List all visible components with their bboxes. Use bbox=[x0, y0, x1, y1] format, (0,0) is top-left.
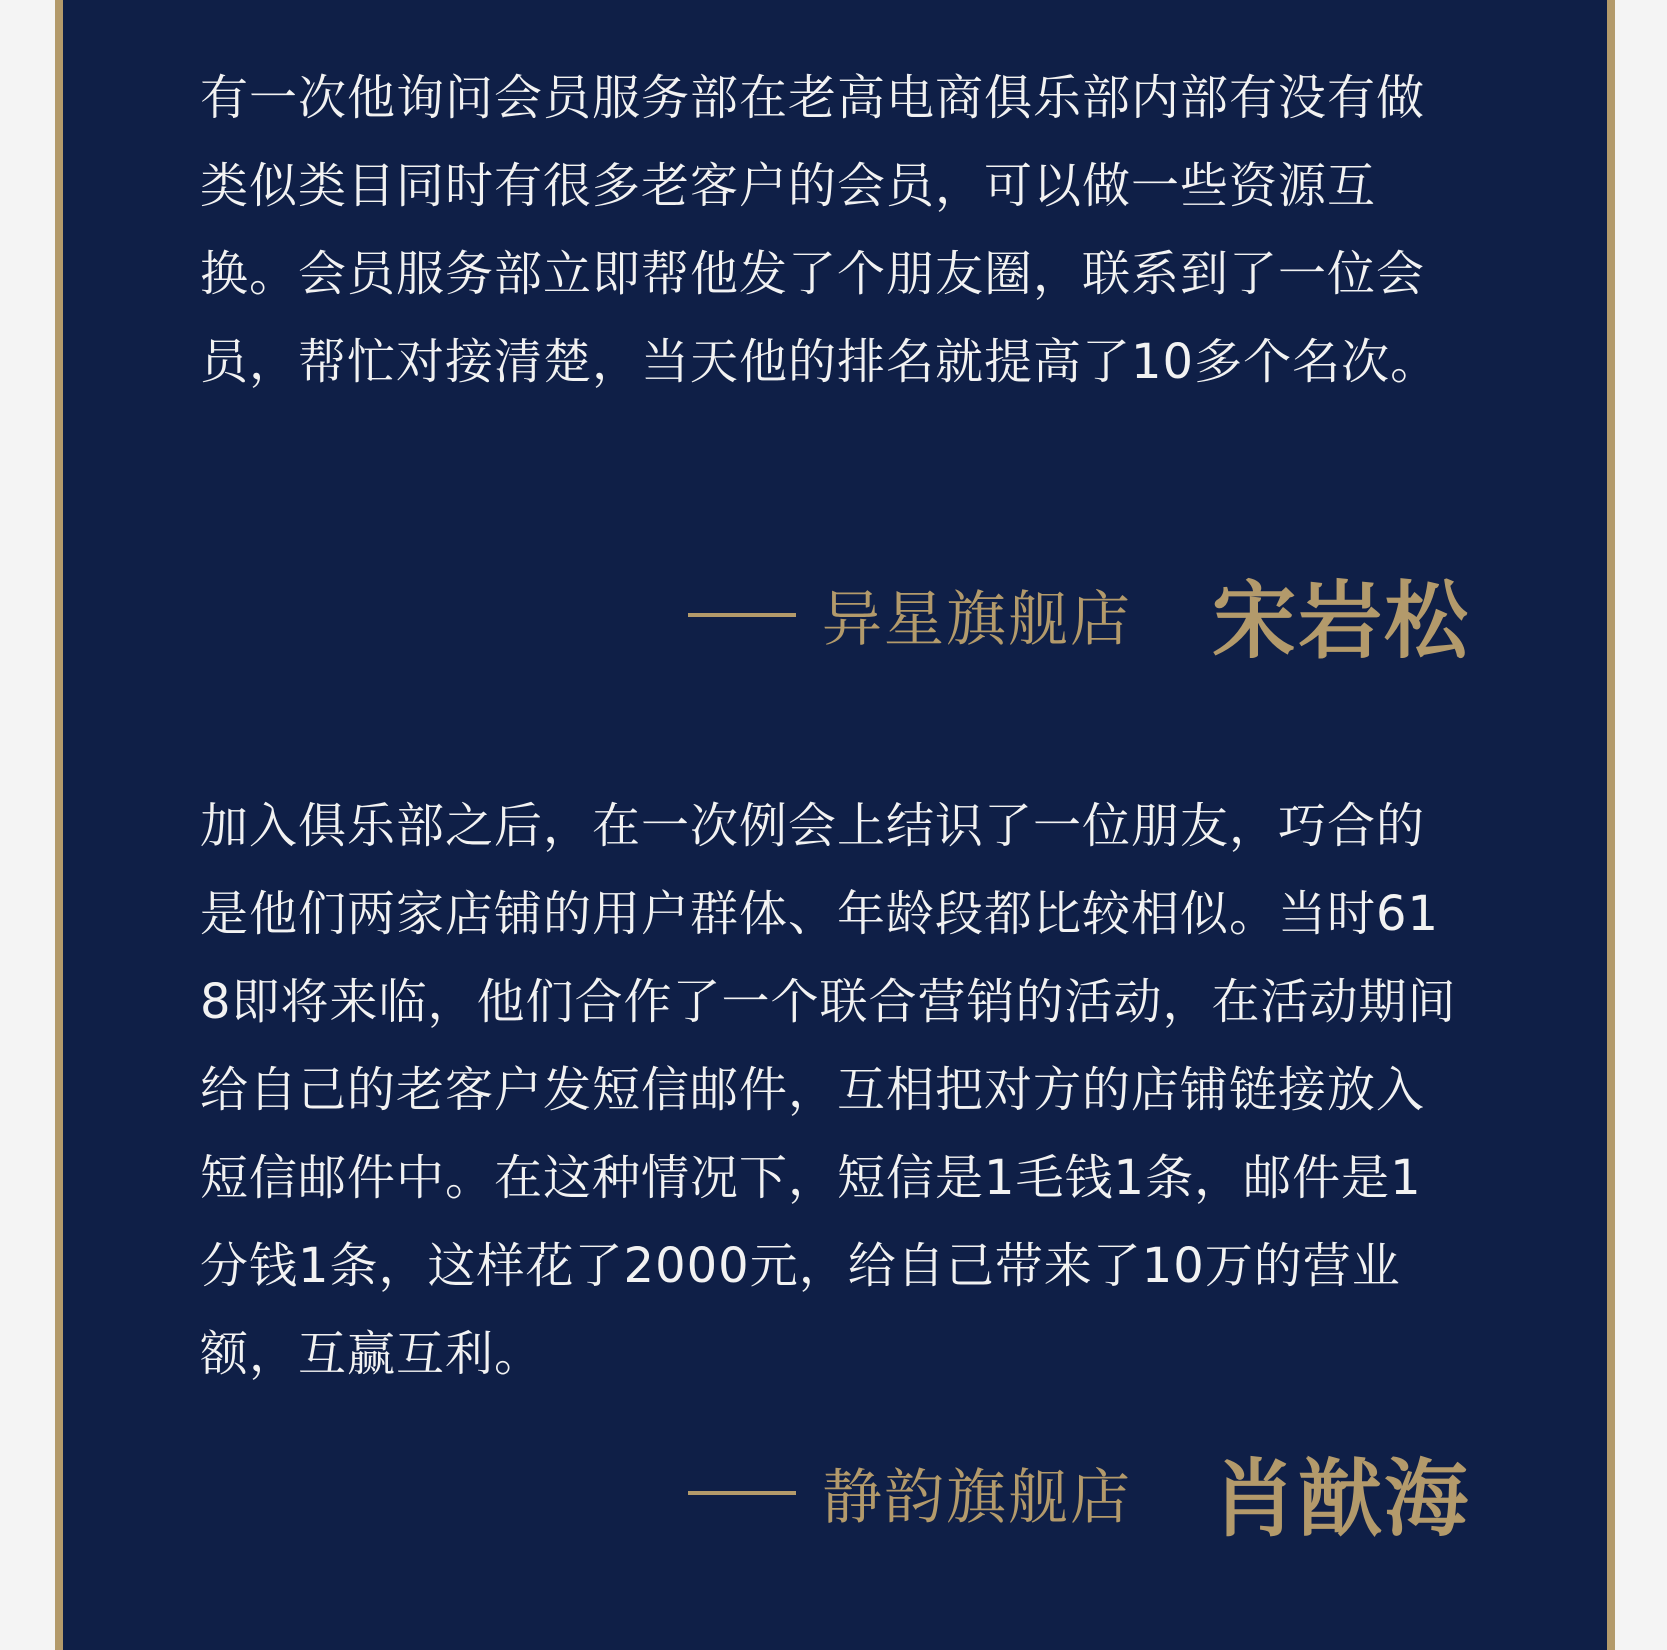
person-name: 肖猷海 bbox=[1211, 1450, 1470, 1548]
store-name: 异星旗舰店 bbox=[821, 584, 1132, 655]
attribution-dash bbox=[688, 613, 796, 617]
testimonial-attribution bbox=[688, 554, 1470, 675]
testimonial-2 bbox=[200, 782, 1470, 1548]
person-name: 宋岩松 bbox=[1211, 572, 1470, 670]
testimonial-attribution bbox=[688, 1432, 1470, 1553]
testimonial-quote: 有一次他询问会员服务部在老高电商俱乐部内部有没有做类似类目同时有很多老客户的会员，可以做一些资源互换。会员服务部立即帮他发了个朋友圈，联系到了一位会员，帮忙对接清楚，当天他的排名就提高了10多个名次。 bbox=[200, 70, 1440, 390]
testimonial-quote: 加入俱乐部之后，在一次例会上结识了一位朋友，巧合的是他们两家店铺的用户群体、年龄段都比较相似。当时618即将来临，他们合作了一个联合营销的活动，在活动期间给自己的老客户发短信邮件，互相把对方的店铺链接放入短信邮件中。在这种情况下，短信是1毛钱1条，邮件是1分钱1条，这样花了2000元，给自己带来了10万的营业额，互赢互利。 bbox=[200, 798, 1457, 1382]
testimonial-1 bbox=[200, 54, 1470, 670]
attribution-dash bbox=[688, 1491, 796, 1495]
right-gold-border bbox=[1607, 0, 1615, 1650]
left-gold-border bbox=[55, 0, 63, 1650]
store-name: 静韵旗舰店 bbox=[821, 1462, 1132, 1533]
